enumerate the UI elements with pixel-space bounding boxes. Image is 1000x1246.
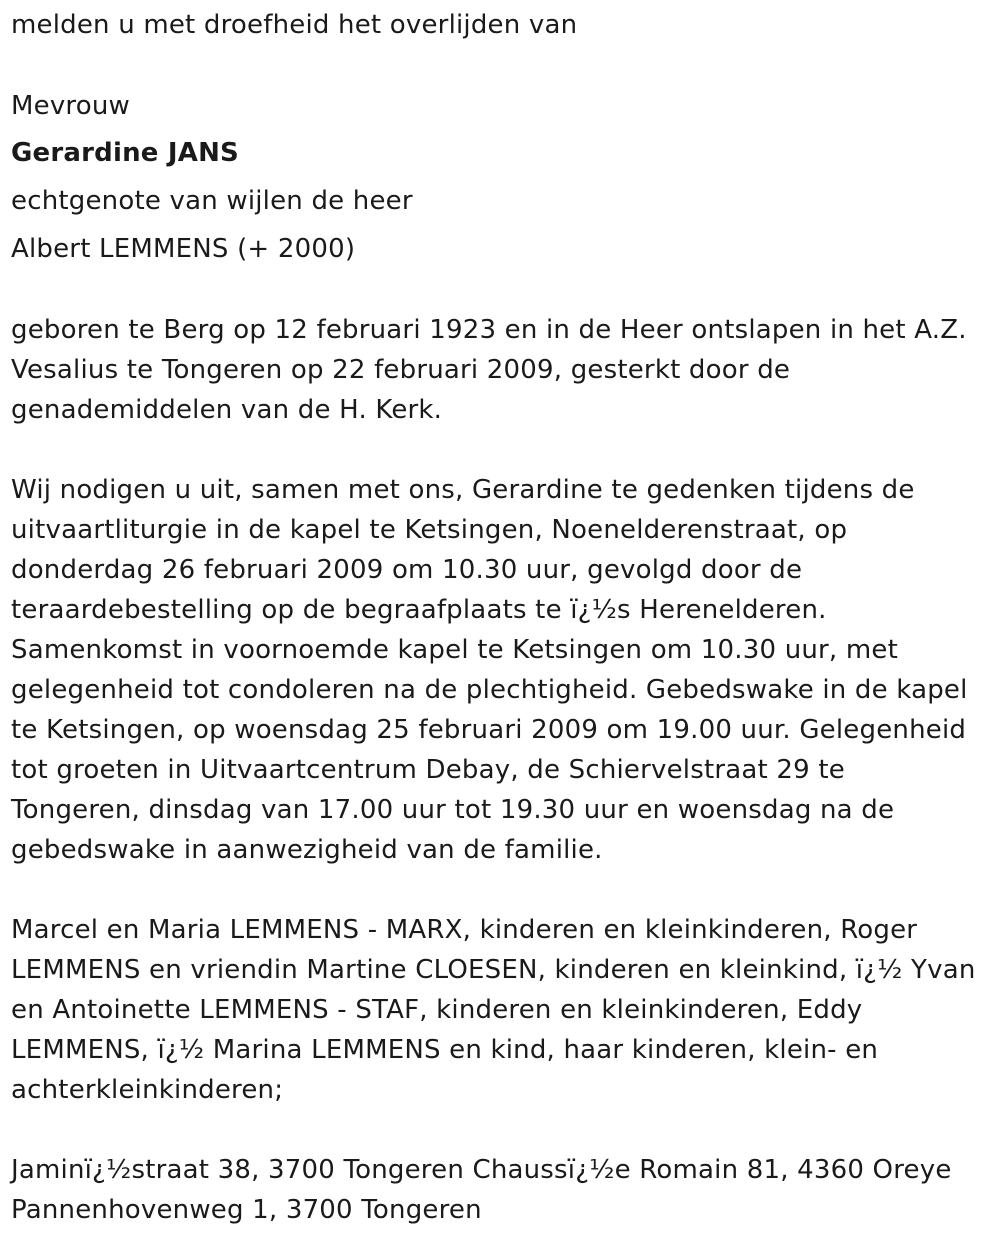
text-line: Jaminï¿½straat 38, 3700 Tongeren Chaussï¿½e Romain 81, 4360 Oreye [11, 1155, 952, 1185]
deceased-name: Gerardine JANS [11, 138, 239, 168]
text-line: uitvaartliturgie in de kapel te Ketsingen, Noenelderenstraat, op [11, 515, 848, 545]
text-line: Marcel en Maria LEMMENS - MARX, kinderen en kleinkinderen, Roger [11, 915, 918, 945]
text-line: Wij nodigen u uit, samen met ons, Gerardine te gedenken tijdens de [11, 475, 915, 505]
text-line: achterkleinkinderen; [11, 1075, 284, 1105]
text-line: te Ketsingen, op woensdag 25 februari 2009 om 19.00 uur. Gelegenheid [11, 715, 967, 745]
text-line: Tongeren, dinsdag van 17.00 uur tot 19.30 uur en woensdag na de [11, 795, 895, 825]
text-line: Vesalius te Tongeren op 22 februari 2009, gesterkt door de [11, 355, 791, 385]
text-line: genademiddelen van de H. Kerk. [11, 395, 443, 425]
address-paragraph [11, 1150, 989, 1230]
text-line: LEMMENS, ï¿½ Marina LEMMENS en kind, haar kinderen, klein- en [11, 1035, 879, 1065]
text-line: donderdag 26 februari 2009 om 10.30 uur, gevolgd door de [11, 555, 803, 585]
spouse-line-2: Albert LEMMENS (+ 2000) [11, 234, 356, 264]
text-line: geboren te Berg op 12 februari 1923 en in de Heer ontslapen in het A.Z. [11, 315, 967, 345]
family-paragraph [11, 910, 989, 1110]
text-line: tot groeten in Uitvaartcentrum Debay, de Schiervelstraat 29 te [11, 755, 845, 785]
text-line: gebedswake in aanwezigheid van de familie. [11, 835, 603, 865]
text-line: Samenkomst in voornoemde kapel te Ketsingen om 10.30 uur, met [11, 635, 898, 665]
text-line: LEMMENS en vriendin Martine CLOESEN, kinderen en kleinkind, ï¿½ Yvan [11, 955, 976, 985]
text-line: gelegenheid tot condoleren na de plechtigheid. Gebedswake in de kapel [11, 675, 968, 705]
spouse-line-1: echtgenote van wijlen de heer [11, 186, 413, 216]
birth-death-paragraph [11, 310, 989, 430]
salutation: Mevrouw [11, 91, 130, 121]
service-paragraph [11, 470, 989, 870]
intro-text: melden u met droefheid het overlijden van [11, 10, 578, 40]
text-line: en Antoinette LEMMENS - STAF, kinderen en kleinkinderen, Eddy [11, 995, 863, 1025]
text-line: Pannenhovenweg 1, 3700 Tongeren [11, 1195, 482, 1225]
text-line: teraardebestelling op de begraafplaats te ï¿½s Herenelderen. [11, 595, 827, 625]
